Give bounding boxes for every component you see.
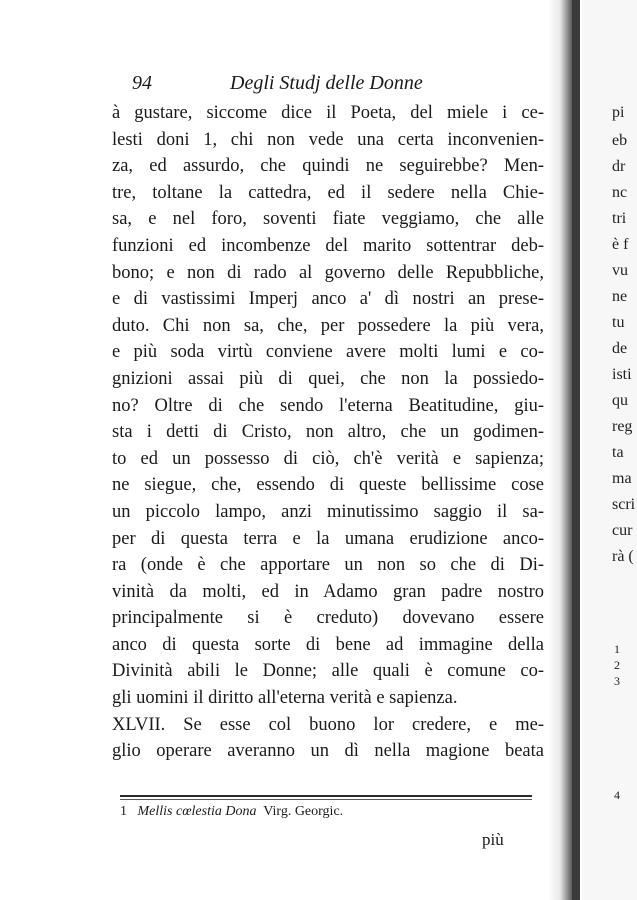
adjacent-fragment: nc xyxy=(612,184,628,201)
footnote-rule xyxy=(120,795,532,797)
adjacent-footnote-mark: 2 xyxy=(614,658,620,672)
text-line: tre, toltane la cattedra, ed il sedere nella Chie- xyxy=(112,182,544,203)
text-line: duto. Chi non sa, che, per possedere la più vera, xyxy=(112,315,544,336)
adjacent-fragment: eb xyxy=(612,132,628,149)
text-line: Divinità abili le Donne; alle quali è comune co- xyxy=(112,661,544,682)
adjacent-fragment: vu xyxy=(612,262,628,279)
adjacent-fragment: ta xyxy=(612,444,624,461)
footnote-quote: Mellis cœlestia Dona xyxy=(137,804,257,819)
adjacent-fragment: ma xyxy=(612,470,632,487)
gutter-shadow xyxy=(572,0,580,900)
adjacent-fragment: ne xyxy=(612,288,628,305)
adjacent-fragment: reg xyxy=(612,418,633,435)
text-line: gli uomini il diritto all'eterna verità e sapienza. xyxy=(112,688,458,709)
adjacent-fragment: rà ( xyxy=(612,548,634,565)
section-heading-line: XLVII. Se esse col buono lor credere, e me- xyxy=(112,714,544,735)
adjacent-fragment: tri xyxy=(612,210,627,227)
footnote-source: Virg. Georgic. xyxy=(263,804,344,819)
catchword: più xyxy=(482,830,504,849)
footnote xyxy=(120,804,343,820)
text-line: ra (onde è che apportare un non so che di Di- xyxy=(112,555,544,576)
adjacent-fragment: pi xyxy=(612,104,625,121)
adjacent-fragment: tu xyxy=(612,314,625,331)
page-number: 94 xyxy=(132,72,152,94)
adjacent-footnote-mark: 3 xyxy=(614,674,620,688)
text-line: no? Oltre di che sendo l'eterna Beatitudine, giu- xyxy=(112,395,544,416)
text-line: sta i detti di Cristo, non altro, che un godimen- xyxy=(112,422,544,443)
text-line: bono; e non di rado al governo delle Repubbliche, xyxy=(112,262,544,283)
text-line: e più soda virtù conviene avere molti lumi e co- xyxy=(112,342,544,363)
adjacent-fragment: cur xyxy=(612,522,633,539)
text-line: vinità da molti, ed in Adamo gran padre nostro xyxy=(112,581,544,602)
text-line: e di vastissimi Imperj anco a' dì nostri an prese- xyxy=(112,289,544,310)
text-line: za, ed assurdo, che quindi ne seguirebbe? Men- xyxy=(112,156,544,177)
text-line: principalmente si è creduto) dovevano essere xyxy=(112,608,544,629)
adjacent-fragment: isti xyxy=(612,366,632,383)
adjacent-footnote-mark: 4 xyxy=(614,788,620,802)
text-line: funzioni ed incombenze del marito sottentrar deb- xyxy=(112,235,544,256)
text-line: lesti doni 1, chi non vede una certa inconvenien- xyxy=(112,129,544,150)
text-line: un piccolo lampo, anzi minutissimo saggio il sa- xyxy=(112,501,544,522)
text-line: à gustare, siccome dice il Poeta, del miele i ce- xyxy=(112,103,544,123)
text-line: gnizioni assai più di quei, che non la possiedo- xyxy=(112,368,544,389)
text-line: sa, e nel foro, soventi fiate veggiamo, che alle xyxy=(112,209,544,230)
adjacent-fragment: è f xyxy=(612,236,629,253)
page-header xyxy=(126,70,546,98)
adjacent-fragment: scri xyxy=(612,496,636,513)
text-line: glio operare averanno un dì nella magione beata xyxy=(112,741,544,762)
footnote-rule-thin xyxy=(120,799,532,800)
running-title: Degli Studj delle Donne xyxy=(230,72,423,94)
footnote-marker: 1 xyxy=(120,804,127,819)
adjacent-fragment: de xyxy=(612,340,628,357)
adjacent-fragment: dr xyxy=(612,158,626,175)
text-line: to ed un possesso di ciò, ch'è verità e sapienza; xyxy=(112,448,544,469)
adjacent-fragment: qu xyxy=(612,392,628,409)
adjacent-footnote-mark: 1 xyxy=(614,642,620,656)
adjacent-page-edge xyxy=(582,0,637,900)
text-line: per di questa terra e la umana erudizione anco- xyxy=(112,528,544,549)
body-text xyxy=(112,100,544,765)
text-line: ne siegue, che, essendo di queste bellissime cose xyxy=(112,475,544,496)
text-line: anco di questa sorte di bene ad immagine della xyxy=(112,634,544,655)
